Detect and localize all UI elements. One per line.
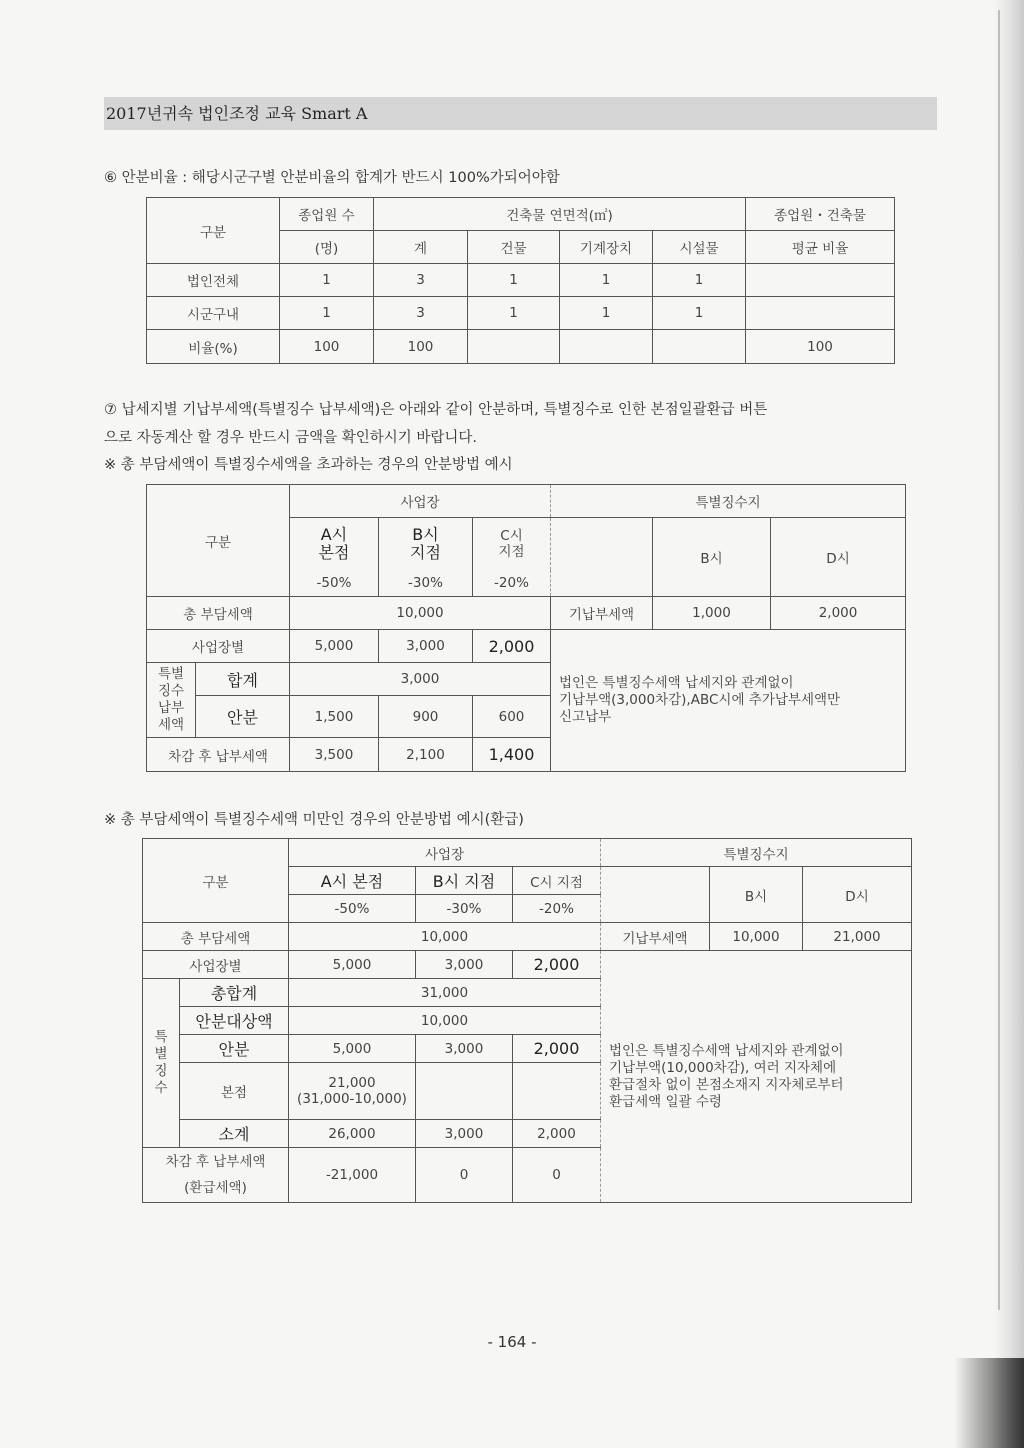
t2-th-biz: 사업장	[290, 485, 551, 518]
cell-building: 1	[468, 297, 560, 330]
t3-th-b: B시	[710, 867, 803, 923]
t3-net-b: 0	[416, 1148, 513, 1203]
t3-grand-label: 총합계	[180, 979, 289, 1007]
cell-building	[468, 330, 560, 364]
t3-note-line: 환급세액 일괄 수령	[609, 1093, 722, 1110]
page-corner-shadow	[954, 1358, 1024, 1448]
t2-net-b: 2,100	[379, 738, 473, 772]
t3-bybiz-a: 5,000	[289, 951, 416, 979]
cell-facility: 1	[653, 264, 746, 297]
t3-prepaid-d: 21,000	[803, 923, 912, 951]
t2-b-city: B시	[412, 524, 439, 544]
t3-note-line: 법인은 특별징수세액 납세지와 관계없이	[609, 1042, 844, 1059]
t3-hq-b	[416, 1063, 513, 1120]
th-total: 계	[374, 231, 468, 264]
t3-prepaid-b: 10,000	[710, 923, 803, 951]
t3-vlabel-part: 별	[154, 1046, 168, 1062]
t2-c-type: 지점	[498, 543, 525, 560]
t2-prepaid-d: 2,000	[771, 597, 906, 630]
ratio-table	[146, 197, 895, 364]
t2-th-gubun: 구분	[147, 485, 290, 597]
table-row	[147, 264, 895, 297]
th-building: 건물	[468, 231, 560, 264]
cell-machine: 1	[560, 297, 653, 330]
t3-vlabel-part: 특	[154, 1029, 168, 1045]
t3-hq-formula: (31,000-10,000)	[297, 1091, 407, 1107]
th-emp-building: 종업원・건축물	[746, 198, 895, 231]
t2-bybiz-c: 2,000	[473, 630, 551, 663]
page-edge-line	[998, 10, 1000, 1310]
t3-th-gubun: 구분	[143, 839, 289, 923]
t2-a-type: 본점	[318, 542, 350, 562]
t3-hq-amount: 21,000	[328, 1075, 376, 1091]
t2-th-d: D시	[771, 518, 906, 597]
allocation-table-refund	[142, 838, 912, 1203]
cell-avg	[746, 264, 895, 297]
t3-sub-c: 2,000	[513, 1120, 601, 1148]
t2-pct-c: -20%	[473, 570, 551, 597]
t3-note-line: 환급절차 없이 본점소재지 지자체로부터	[609, 1076, 844, 1093]
t3-vlabel-part: 수	[154, 1080, 168, 1096]
t3-alloc-b: 3,000	[416, 1035, 513, 1063]
t2-th-b: B시	[653, 518, 771, 597]
t3-th-biz: 사업장	[289, 839, 601, 867]
t3-net-a: -21,000	[289, 1148, 416, 1203]
t3-net-c: 0	[513, 1148, 601, 1203]
th-machine: 기계장치	[560, 231, 653, 264]
t3-note-line: 기납부액(10,000차감), 여러 지자체에	[609, 1059, 837, 1076]
t2-vlabel-part: 징수	[157, 683, 185, 699]
t3-prepaid-label: 기납부세액	[601, 923, 710, 951]
t2-a-city: A시	[320, 524, 348, 544]
t3-alloc-a: 5,000	[289, 1035, 416, 1063]
th-employees: 종업원 수	[280, 198, 374, 231]
t3-total-value: 10,000	[289, 923, 601, 951]
t3-hq-value	[289, 1063, 416, 1120]
cell-avg	[746, 297, 895, 330]
t2-sum-label: 합계	[196, 663, 290, 696]
t3-pct-b: -30%	[416, 895, 513, 923]
t2-note-line: 법인은 특별징수세액 납세지와 관계없이	[559, 675, 794, 691]
t3-th-d: D시	[803, 867, 912, 923]
th-floor-area: 건축물 연면적(㎡)	[374, 198, 746, 231]
t2-alloc-label: 안분	[196, 696, 290, 738]
t3-sub-label: 소계	[180, 1120, 289, 1148]
t2-prepaid-b: 1,000	[653, 597, 771, 630]
t3-hq-label: 본점	[180, 1063, 289, 1120]
cell-total: 3	[374, 297, 468, 330]
t2-col-c	[473, 518, 551, 570]
t3-pct-a: -50%	[289, 895, 416, 923]
row-label: 비율(%)	[147, 330, 280, 364]
cell-total: 100	[374, 330, 468, 364]
cell-facility	[653, 330, 746, 364]
t3-col-c: C시 지점	[513, 867, 601, 895]
t2-col-b	[379, 518, 473, 570]
t3-bybiz-label: 사업장별	[143, 951, 289, 979]
section7-line1: ⑦ 납세지별 기납부세액(특별징수 납부세액)은 아래와 같이 안분하며, 특별징수로 인한 본점일괄환급 버튼	[104, 402, 768, 418]
t2-col-a	[290, 518, 379, 570]
t2-empty	[551, 518, 653, 597]
t2-net-a: 3,500	[290, 738, 379, 772]
cell-facility: 1	[653, 297, 746, 330]
cell-machine: 1	[560, 264, 653, 297]
th-gubun: 구분	[147, 198, 280, 264]
t2-pct-b: -30%	[379, 570, 473, 597]
cell-emp: 1	[280, 264, 374, 297]
t3-alloc-label: 안분	[180, 1035, 289, 1063]
t2-total-value: 10,000	[290, 597, 551, 630]
t3-target-label: 안분대상액	[180, 1007, 289, 1035]
t2-sum-value: 3,000	[290, 663, 551, 696]
page-number: - 164 -	[487, 1333, 537, 1351]
t3-net-label	[143, 1148, 289, 1203]
t2-alloc-a: 1,500	[290, 696, 379, 738]
cell-avg: 100	[746, 330, 895, 364]
t2-note	[551, 630, 906, 772]
t3-alloc-c: 2,000	[513, 1035, 601, 1063]
t3-th-special: 특별징수지	[601, 839, 912, 867]
t3-bybiz-b: 3,000	[416, 951, 513, 979]
t2-bybiz-b: 3,000	[379, 630, 473, 663]
t3-target-value: 10,000	[289, 1007, 601, 1035]
t3-grand-value: 31,000	[289, 979, 601, 1007]
t2-vlabel-part: 납부	[157, 700, 185, 716]
t2-vlabel-part: 세액	[157, 717, 185, 733]
table-row	[147, 330, 895, 364]
t3-note	[601, 951, 912, 1203]
t2-total-label: 총 부담세액	[147, 597, 290, 630]
t3-total-label: 총 부담세액	[143, 923, 289, 951]
cell-emp: 1	[280, 297, 374, 330]
t2-bybiz-label: 사업장별	[147, 630, 290, 663]
t2-prepaid-label: 기납부세액	[551, 597, 653, 630]
t2-net-label: 차감 후 납부세액	[147, 738, 290, 772]
th-emp-unit: (명)	[280, 231, 374, 264]
t2-pct-a: -50%	[290, 570, 379, 597]
t3-pct-c: -20%	[513, 895, 601, 923]
t2-bybiz-a: 5,000	[290, 630, 379, 663]
t2-vlabel-part: 특별	[157, 666, 185, 682]
t3-empty	[601, 867, 710, 923]
t2-alloc-b: 900	[379, 696, 473, 738]
t2-vertical-label	[147, 663, 196, 738]
t2-c-city: C시	[500, 527, 523, 544]
section7-line2: 으로 자동계산 할 경우 반드시 금액을 확인하시기 바랍니다.	[104, 430, 478, 446]
row-label: 법인전체	[147, 264, 280, 297]
cell-building: 1	[468, 264, 560, 297]
t3-sub-b: 3,000	[416, 1120, 513, 1148]
page-header: 2017년귀속 법인조정 교육 Smart A	[104, 97, 937, 130]
section6-heading: ⑥ 안분비율 : 해당시군구별 안분비율의 합계가 반드시 100%가되어야함	[104, 170, 560, 186]
cell-emp: 100	[280, 330, 374, 364]
t2-b-type: 지점	[410, 542, 441, 562]
t2-note-line: 신고납부	[559, 709, 612, 725]
t3-vertical-label	[143, 979, 180, 1148]
t3-bybiz-c: 2,000	[513, 951, 601, 979]
cell-machine	[560, 330, 653, 364]
allocation-table-excess	[146, 484, 906, 772]
note-excess: ※ 총 부담세액이 특별징수세액을 초과하는 경우의 안분방법 예시	[104, 457, 513, 473]
t3-hq-c	[513, 1063, 601, 1120]
row-label: 시군구내	[147, 297, 280, 330]
cell-total: 3	[374, 264, 468, 297]
t2-note-line: 기납부액(3,000차감),ABC시에 추가납부세액만	[559, 692, 841, 708]
t3-net-label-line2: (환급세액)	[184, 1180, 247, 1196]
table-row	[147, 297, 895, 330]
t3-net-label-line1: 차감 후 납부세액	[165, 1154, 266, 1170]
t3-col-a: A시 본점	[289, 867, 416, 895]
t3-sub-a: 26,000	[289, 1120, 416, 1148]
t3-col-b: B시 지점	[416, 867, 513, 895]
th-facility: 시설물	[653, 231, 746, 264]
t3-vlabel-part: 징	[154, 1063, 168, 1079]
th-avg-ratio: 평균 비율	[746, 231, 895, 264]
note-refund: ※ 총 부담세액이 특별징수세액 미만인 경우의 안분방법 예시(환급)	[104, 812, 524, 828]
t2-net-c: 1,400	[473, 738, 551, 772]
t2-th-special: 특별징수지	[551, 485, 906, 518]
t2-alloc-c: 600	[473, 696, 551, 738]
